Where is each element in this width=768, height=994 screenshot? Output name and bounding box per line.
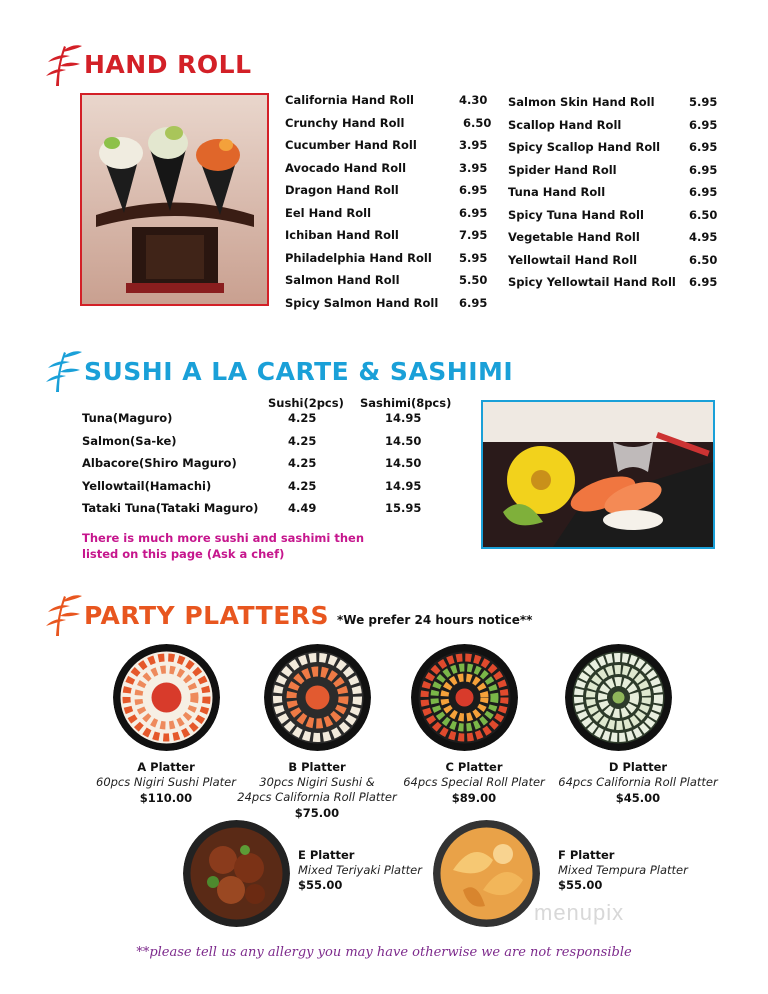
menu-item-price: 5.50 xyxy=(459,273,488,287)
menu-item-price: 3.95 xyxy=(459,138,488,152)
platter-d-photo xyxy=(565,644,672,751)
sushi-item-name: Albacore(Shiro Maguro) xyxy=(82,456,237,470)
platter-desc: 60pcs Nigiri Sushi Plater xyxy=(96,775,236,789)
platter-e-photo xyxy=(183,820,290,927)
platter-name: C Platter xyxy=(445,760,503,774)
platter-desc: 30pcs Nigiri Sushi & xyxy=(259,775,375,789)
menu-item-price: 6.95 xyxy=(689,185,718,199)
menu-item-price: 5.95 xyxy=(459,251,488,265)
menu-item-price: 6.95 xyxy=(689,140,718,154)
bamboo-icon-orange xyxy=(44,592,84,638)
sushi-price: 4.25 xyxy=(288,456,317,470)
platter-price: $55.00 xyxy=(558,878,603,892)
watermark: menupix xyxy=(534,900,625,925)
menu-item-price: 6.50 xyxy=(689,208,718,222)
platter-name: E Platter xyxy=(298,848,355,862)
sushi-item-name: Salmon(Sa-ke) xyxy=(82,434,177,448)
menu-item-name: Salmon Hand Roll xyxy=(285,273,400,287)
menu-item-name: Ichiban Hand Roll xyxy=(285,228,399,242)
menu-item-name: Yellowtail Hand Roll xyxy=(508,253,638,267)
sushi-note-line1: There is much more sushi and sashimi then xyxy=(82,531,365,545)
menu-item-price: 6.95 xyxy=(459,183,488,197)
platter-name: D Platter xyxy=(608,760,668,774)
platter-desc: Mixed Teriyaki Platter xyxy=(298,863,422,877)
platter-a-photo xyxy=(113,644,220,751)
sashimi-photo xyxy=(481,400,715,549)
platter-f-photo xyxy=(433,820,540,927)
notice-text: *We prefer 24 hours notice** xyxy=(337,613,533,627)
menu-item-price: 7.95 xyxy=(459,228,488,242)
sushi-note-line2: listed on this page (Ask a chef) xyxy=(82,547,285,561)
platter-name: B Platter xyxy=(288,760,346,774)
menu-item-name: Salmon Skin Hand Roll xyxy=(508,95,655,109)
sushi-price: 4.25 xyxy=(288,411,317,425)
menu-item-name: Avocado Hand Roll xyxy=(285,161,407,175)
platter-price: $75.00 xyxy=(294,806,340,820)
sashimi-column-header: Sashimi(8pcs) xyxy=(360,396,452,410)
platter-desc: 64pcs California Roll Platter xyxy=(558,775,718,789)
sashimi-price: 14.95 xyxy=(385,479,422,493)
party-platters-heading: PARTY PLATTERS xyxy=(84,601,330,630)
menu-item-name: Spicy Tuna Hand Roll xyxy=(508,208,644,222)
menu-item-price: 6.50 xyxy=(689,253,718,267)
menu-item-name: Scallop Hand Roll xyxy=(508,118,622,132)
menu-item-name: Philadelphia Hand Roll xyxy=(285,251,432,265)
menu-item-name: Spicy Yellowtail Hand Roll xyxy=(508,275,676,289)
menu-item-price: 6.95 xyxy=(689,163,718,177)
menu-item-name: Spider Hand Roll xyxy=(508,163,617,177)
sushi-price: 4.25 xyxy=(288,479,317,493)
hand-roll-heading: HAND ROLL xyxy=(84,50,252,79)
menu-item-price: 6.95 xyxy=(459,206,488,220)
platter-desc-line2: 24pcs California Roll Platter xyxy=(237,790,397,804)
menu-item-price: 6.50 xyxy=(463,116,492,130)
platter-desc: 64pcs Special Roll Plater xyxy=(403,775,545,789)
sashimi-price: 14.50 xyxy=(385,456,422,470)
menu-item-price: 4.30 xyxy=(459,93,488,107)
sushi-column-header: Sushi(2pcs) xyxy=(268,396,344,410)
menu-item-name: Cucumber Hand Roll xyxy=(285,138,417,152)
sushi-price: 4.49 xyxy=(288,501,317,515)
platter-price: $45.00 xyxy=(615,791,661,805)
sushi-price: 4.25 xyxy=(288,434,317,448)
platter-price: $89.00 xyxy=(451,791,497,805)
platter-name: A Platter xyxy=(137,760,195,774)
menu-item-name: Crunchy Hand Roll xyxy=(285,116,405,130)
menu-item-price: 6.95 xyxy=(459,296,488,310)
sushi-item-name: Yellowtail(Hamachi) xyxy=(82,479,212,493)
menu-item-name: Vegetable Hand Roll xyxy=(508,230,640,244)
platter-c-photo xyxy=(411,644,518,751)
menu-item-price: 3.95 xyxy=(459,161,488,175)
hand-roll-photo xyxy=(80,93,269,306)
menu-item-price: 4.95 xyxy=(689,230,718,244)
platter-price: $110.00 xyxy=(139,791,193,805)
platter-desc: Mixed Tempura Platter xyxy=(558,863,688,877)
bamboo-icon-blue xyxy=(44,348,84,394)
menu-item-name: California Hand Roll xyxy=(285,93,414,107)
sushi-item-name: Tuna(Maguro) xyxy=(82,411,173,425)
menu-item-price: 6.95 xyxy=(689,275,718,289)
menu-item-name: Spicy Scallop Hand Roll xyxy=(508,140,661,154)
menu-item-name: Eel Hand Roll xyxy=(285,206,372,220)
platter-price: $55.00 xyxy=(298,878,343,892)
sashimi-price: 14.50 xyxy=(385,434,422,448)
platter-b-photo xyxy=(264,644,371,751)
sushi-heading: SUSHI A LA CARTE & SASHIMI xyxy=(84,357,514,386)
allergy-note: **please tell us any allergy you may have otherwise we are not responsible xyxy=(136,945,632,960)
sashimi-price: 14.95 xyxy=(385,411,422,425)
sushi-item-name: Tataki Tuna(Tataki Maguro) xyxy=(82,501,259,515)
menu-item-name: Tuna Hand Roll xyxy=(508,185,606,199)
sashimi-price: 15.95 xyxy=(385,501,422,515)
menu-item-name: Spicy Salmon Hand Roll xyxy=(285,296,439,310)
platter-name: F Platter xyxy=(558,848,615,862)
menu-item-name: Dragon Hand Roll xyxy=(285,183,399,197)
bamboo-icon-red xyxy=(44,42,84,88)
menu-item-price: 6.95 xyxy=(689,118,718,132)
menu-item-price: 5.95 xyxy=(689,95,718,109)
